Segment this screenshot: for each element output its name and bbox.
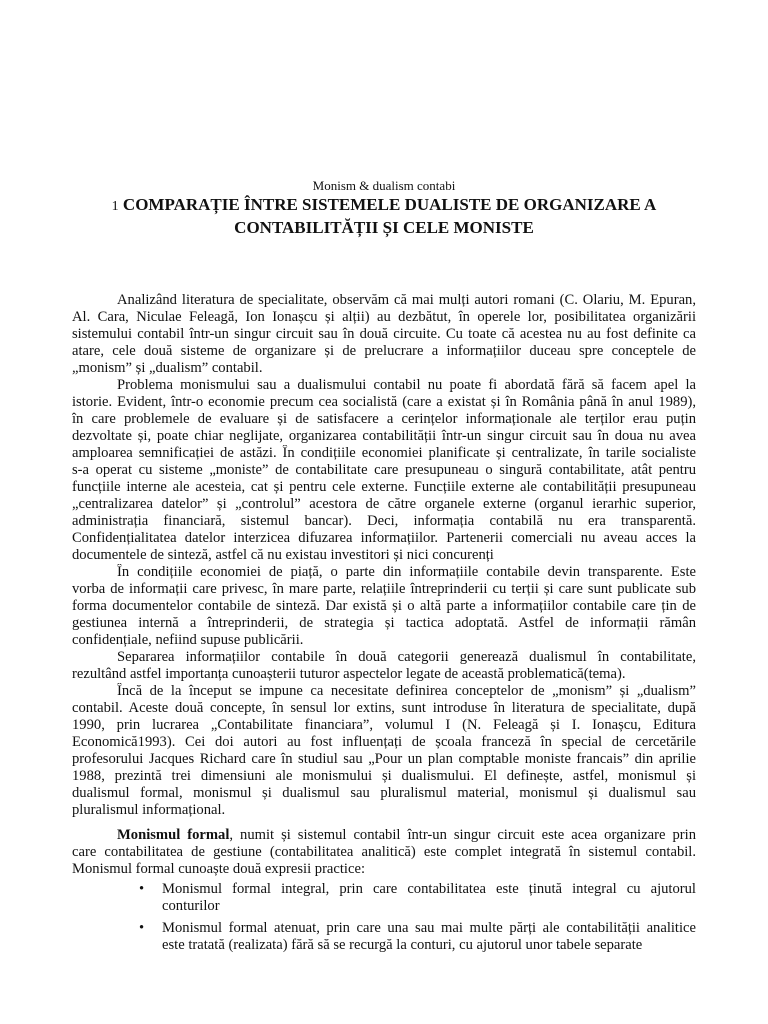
list-item-line: conturilor (162, 898, 220, 914)
text-line: rezultând astfel importanța cunoașterii tuturor aspectelor legate de această problematică(tema). (72, 666, 626, 682)
text-line: gestiunea internă a întreprinderii, de strategia și tactica adoptată. Astfel de informații rămân (72, 615, 696, 631)
text-line: 1990, prin lucrarea „Contabilitate financiara”, volumul I (N. Feleagă și I. Ionașcu, Editura (72, 717, 696, 733)
text-line: Confidențialitatea datelor interzicea difuzarea informațiilor. Partenerii comerciali nu aveau acces la (72, 530, 696, 546)
document-subtitle: Monism & dualism contabi (312, 178, 456, 193)
list-item-line: Monismul formal integral, prin care contabilitatea este ținută integral cu ajutorul (162, 881, 696, 897)
text-line: Separarea informațiilor contabile în două categorii generează dualismul în contabilitate, (117, 649, 696, 665)
text-line: vorba de informații care privesc, în mare parte, relațiile întreprinderii cu terții și care sunt publicate sub (72, 581, 696, 597)
text-line: amploarea semnificației de astăzi. În condițiile economiei planificate și centralizate, în tarile socialiste (72, 445, 696, 461)
title-line-2: CONTABILITĂȚII ȘI CELE MONISTE (234, 218, 534, 237)
text-line: Monismul formal cunoaște două expresii practice: (72, 861, 366, 877)
text-line: 1988, prezintă trei dimensiuni ale monismului și dualismului. El definește, astfel, monismul și (72, 768, 696, 784)
text-line: contabil. Aceste două concepte, în sensul lor extins, sunt introduse în literatura de specialitate, după (72, 700, 696, 716)
page-title (90, 194, 678, 238)
text-line (117, 827, 696, 844)
text-line: s-a operat cu sisteme „moniste” de contabilitate care presupuneau o singură contabilitate, atât pentru (72, 462, 696, 478)
text-line: pluralismul informațional. (72, 802, 226, 818)
text-line: „centralizarea datelor” și „controlul” acestora de către organele externe (organul ierarhic superior, (72, 496, 696, 512)
text-line: atare, cele două sisteme de organizare și de prelucrare a informațiilor duceau spre conceptele de (72, 343, 696, 359)
text-line: confidențiale, nefiind supuse publicării. (72, 632, 304, 648)
text-line: Economică1993). Cei doi autori au fost influențați de școala franceză în special de cercetările (72, 734, 696, 750)
list-item-line: este tratată (realizata) fără să se recurgă la conturi, cu ajutorul unor tabele separate (162, 937, 643, 953)
text-line: profesorului Jacques Richard care în studiul sau „Pour un plan comptable moniste francais” din aprilie (72, 751, 696, 767)
text-line: documentele de sinteză, astfel că nu existau investitori și nici concurenți (72, 547, 494, 563)
text-line: dualismul formal, monismul și dualismul sau pluralismul material, monismul și dualismul sau (72, 785, 696, 801)
text-line: Al. Cara, Niculae Feleagă, Ion Ionașcu și alții) au dezbătut, în operele lor, posibilitatea organizării (72, 309, 696, 325)
text-line: administrația financiară, sistemul bancar). Deci, informația contabilă nu era transparentă. (72, 513, 696, 529)
bold-term: Monismul formal (117, 827, 230, 843)
title-number: 1 (111, 199, 119, 214)
bullet-marker: • (139, 881, 145, 897)
text-line: sistemului contabil într-un singur circuit sau în două circuite. Cu toate că acestea nu au fost definite ca (72, 326, 696, 342)
text-line: care contabilitatea de gestiune (contabilitatea analitică) este complet integrată în sistemul contabil. (72, 844, 696, 860)
text-line: „monism” și „dualism” contabil. (72, 360, 263, 376)
text-line-rest: , numit și sistemul contabil într-un singur circuit este acea organizare prin (229, 827, 696, 843)
text-line: forma documentelor contabile de sinteză. Dar există și o altă parte a informațiilor contabile care țin de (72, 598, 696, 614)
text-line: funcțiile interne ale acesteia, cat și pentru cele externe. Funcțiile externe ale contabilității presupuneau (72, 479, 696, 495)
text-line: istorie. Evident, într-o economie precum cea socialistă (care a existat și în România până în anul 1989), (72, 394, 696, 410)
list-item-line: Monismul formal atenuat, prin care una sau mai multe părți ale contabilității analitice (162, 920, 696, 936)
text-line: în care problemele de evaluare și de satisfacere a cerințelor informaționale ale terților erau puțin (72, 411, 696, 427)
bullet-marker: • (139, 920, 145, 936)
text-line: În condițiile economiei de piață, o parte din informațiile contabile devin transparente. Este (117, 564, 696, 580)
text-line: dezvoltate și, poate chiar neglijate, organizarea contabilității într-un singur circuit sau în doua nu avea (72, 428, 696, 444)
title-line-1: COMPARAȚIE ÎNTRE SISTEMELE DUALISTE DE ORGANIZARE A (122, 195, 657, 214)
text-line: Problema monismului sau a dualismului contabil nu poate fi abordată fără să facem apel la (117, 377, 696, 393)
text-line: Analizând literatura de specialitate, observăm că mai mulți autori romani (C. Olariu, M. Epuran, (117, 292, 696, 308)
text-line: Încă de la început se impune ca necesitate definirea conceptelor de „monism” și „dualism” (117, 683, 696, 699)
